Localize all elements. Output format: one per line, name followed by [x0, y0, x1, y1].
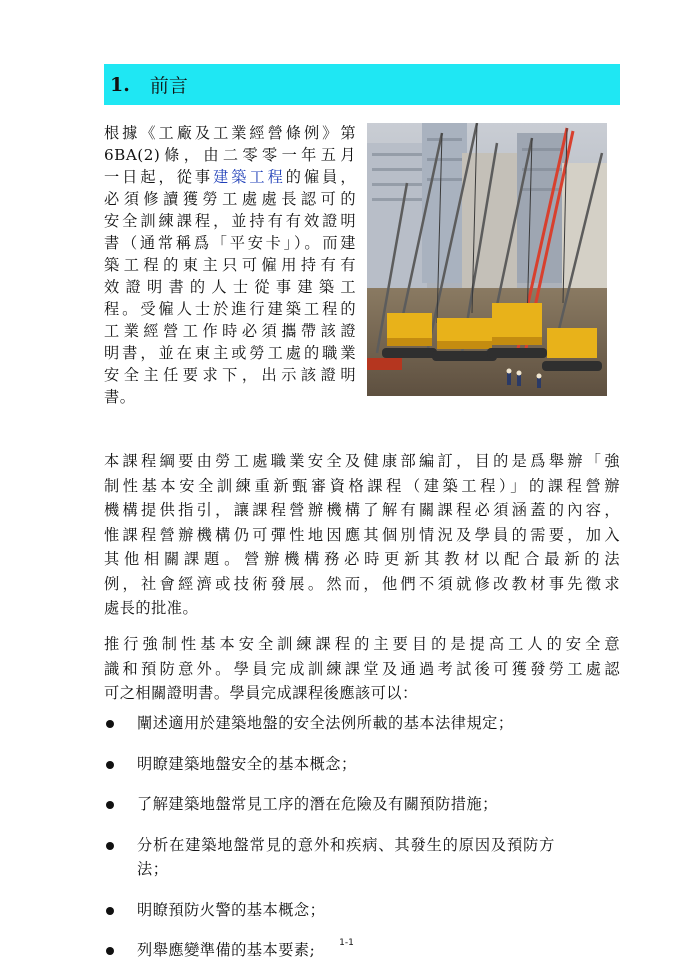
intro-line: 根據《工廠及工業經營條例》第 [104, 124, 356, 142]
intro-line: 6BA(2)條，由二零零一年五月 [104, 146, 356, 164]
list-item [104, 898, 620, 923]
paragraph-line: 例，社會經濟或技術發展。然而，他們不須就修改教材事先徵求 [104, 574, 620, 593]
intro-paragraph [104, 122, 356, 408]
paragraph-line: 可之相關證明書。學員完成課程後應該可以： [104, 684, 418, 702]
paragraph-line: 本課程綱要由勞工處職業安全及健康部編訂，目的是爲舉辦「強 [104, 452, 620, 470]
list-item-text: 明瞭預防火警的基本概念； [137, 900, 326, 919]
course-overview-paragraph [104, 449, 620, 621]
page-number: 1-1 [339, 938, 354, 948]
paragraph-line: 其他相關課題。營辦機構務必時更新其教材以配合最新的法 [104, 550, 620, 568]
paragraph-line: 制性基本安全訓練重新甄審資格課程（建築工程）」的課程營辦 [104, 476, 620, 495]
bullet-icon [106, 720, 114, 728]
bullet-icon [106, 947, 114, 955]
intro-line: 築工程的東主只可僱用持有有 [104, 256, 356, 274]
paragraph-line: 推行強制性基本安全訓練課程的主要目的是提高工人的安全意 [104, 635, 620, 653]
list-item-text: 闡述適用於建築地盤的安全法例所載的基本法律規定； [137, 714, 514, 732]
intro-line-part: 一日起，從事 [104, 168, 214, 186]
paragraph-line: 處長的批准。 [104, 599, 199, 617]
list-item [104, 833, 620, 882]
intro-line: 效證明書的人士從事建築工 [104, 278, 356, 296]
list-item-text: 列舉應變準備的基本要素; [137, 941, 316, 959]
bullet-icon [106, 842, 114, 850]
list-item [104, 752, 620, 777]
list-item-text: 了解建築地盤常見工序的潛在危險及有關預防措施； [137, 795, 498, 813]
intro-line: 安全主任要求下，出示該證明 [104, 366, 356, 384]
intro-line: 書（通常稱爲「平安卡」）。而建 [104, 234, 356, 252]
list-item [104, 792, 620, 817]
intro-line-part: 的僱員， [285, 168, 357, 186]
course-objective-paragraph [104, 632, 620, 706]
bullet-icon [106, 907, 114, 915]
intro-line: 安全訓練課程，並持有有效證明 [104, 212, 356, 230]
list-item [104, 711, 620, 736]
intro-line: 程。受僱人士於進行建築工程的 [104, 300, 356, 318]
section-number: 1. [110, 73, 130, 96]
section-title: 前言 [149, 75, 188, 97]
paragraph-line: 識和預防意外。學員完成訓練課堂及通過考試後可獲發勞工處認 [104, 659, 620, 678]
section-header [104, 64, 620, 105]
list-item-text: 法； [137, 860, 169, 878]
list-item-text: 分析在建築地盤常見的意外和疾病、其發生的原因及預防方 [137, 835, 556, 854]
intro-line-with-link [104, 166, 356, 188]
intro-line: 必須修讀獲勞工處處長認可的 [104, 190, 356, 208]
bullet-icon [106, 761, 114, 769]
construction-site-photo [367, 123, 607, 396]
intro-line: 工業經營工作時必須攜帶該證 [104, 322, 356, 340]
construction-work-link[interactable]: 建築工程 [213, 168, 286, 186]
paragraph-line: 惟課程營辦機構仍可彈性地因應其個別情況及學員的需要，加入 [104, 525, 620, 544]
list-item-text: 明瞭建築地盤安全的基本概念； [137, 754, 357, 773]
intro-line: 明書，並在東主或勞工處的職業 [104, 344, 356, 362]
learning-outcomes-list [104, 711, 620, 963]
bullet-icon [106, 801, 114, 809]
intro-line: 書。 [104, 388, 136, 406]
paragraph-line: 機構提供指引，讓課程營辦機構了解有關課程必須涵蓋的內容， [104, 501, 620, 519]
